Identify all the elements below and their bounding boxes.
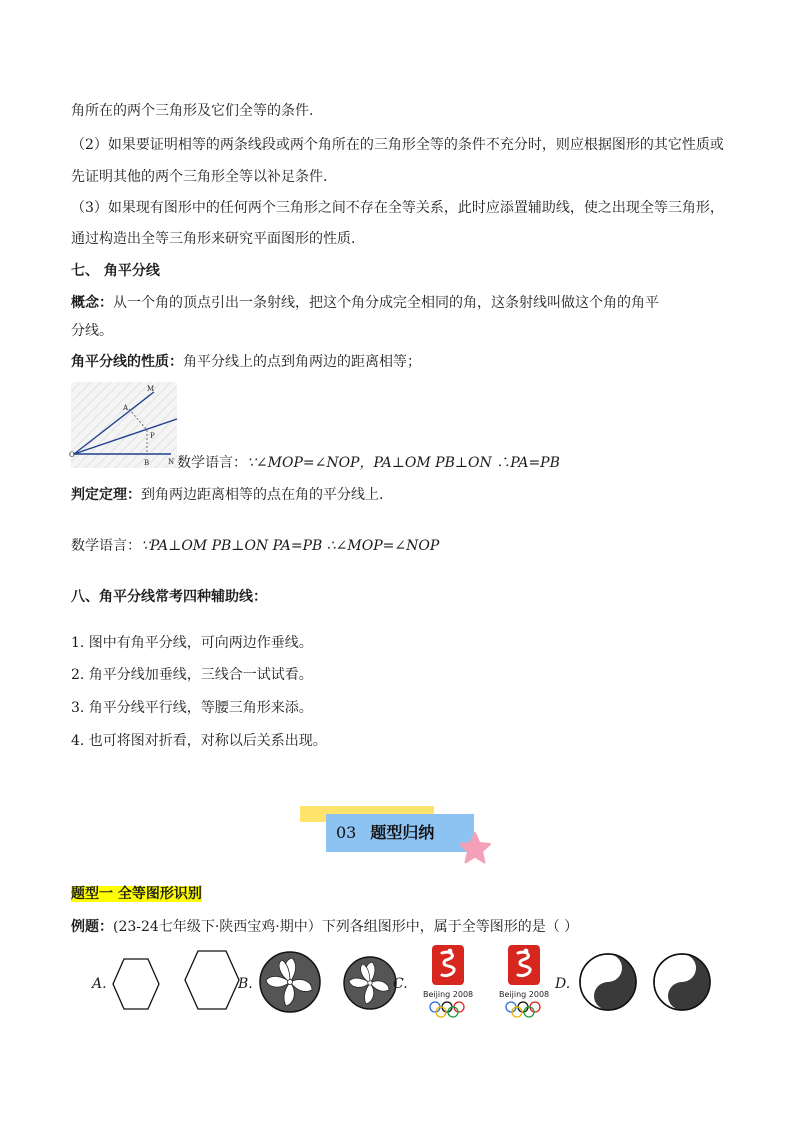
- math-language-1: [177, 453, 560, 473]
- example-line: [71, 917, 578, 937]
- bauhinia-emblem-small-icon: [342, 955, 398, 1011]
- label-A: A: [123, 404, 129, 412]
- bauhinia-emblem-large-icon: [258, 950, 322, 1014]
- property-label: 角平分线的性质：: [71, 354, 183, 370]
- example-text: (23-24七年级下·陕西宝鸡·期中）下列各组图形中，属于全等图形的是（ ）: [113, 919, 579, 935]
- math-lang2-statement: ∵PA⊥OM PB⊥ON PA=PB ∴∠MOP=∠NOP: [141, 538, 440, 554]
- hexagon-small-icon: [112, 957, 160, 1011]
- math-language-2: [71, 536, 439, 556]
- math-lang2-prefix: 数学语言：: [71, 538, 141, 554]
- option-c-label: C.: [393, 976, 408, 992]
- type1-tag-line: [71, 884, 202, 904]
- theorem-text: 到角两边距离相等的点在角的平分线上.: [141, 487, 384, 503]
- banner-number: 03: [336, 823, 357, 842]
- aux-line-item-1: 1. 图中有角平分线，可向两边作垂线。: [71, 635, 313, 651]
- option-a-label: A.: [92, 976, 107, 992]
- option-b-label: B.: [238, 976, 253, 992]
- intro-line-3: 先证明其他的两个三角形全等以补足条件.: [71, 169, 328, 185]
- star-icon: [458, 832, 492, 864]
- type1-tag: 题型一 全等图形识别: [71, 886, 202, 902]
- intro-line-4: （3）如果现有图形中的任何两个三角形之间不存在全等关系，此时应添置辅助线，使之出现全等三角形，: [71, 200, 724, 216]
- label-O: O: [69, 451, 75, 459]
- yin-yang-simple-icon: [578, 952, 638, 1012]
- math-lang1-prefix: 数学语言：: [177, 455, 247, 471]
- yin-yang-dotted-icon: [652, 952, 712, 1012]
- intro-line-2: （2）如果要证明相等的两条线段或两个角所在的三角形全等的条件不充分时，则应根据图形的其它性质或: [71, 137, 724, 153]
- label-M: M: [147, 385, 155, 393]
- angle-bisector-figure: [71, 382, 177, 468]
- section7-heading: 七、 角平分线: [71, 263, 160, 279]
- intro-line-5: 通过构造出全等三角形来研究平面图形的性质.: [71, 231, 356, 247]
- section8-heading: 八、角平分线常考四种辅助线：: [71, 589, 267, 605]
- aux-line-item-3: 3. 角平分线平行线，等腰三角形来添。: [71, 700, 313, 716]
- aux-line-item-2: 2. 角平分线加垂线，三线合一试试看。: [71, 667, 313, 683]
- math-lang1-statement: ∵∠MOP=∠NOP，PA⊥OM PB⊥ON ∴PA=PB: [247, 455, 560, 471]
- example-label: 例题：: [71, 919, 113, 935]
- property-line: [71, 352, 421, 372]
- theorem-label: 判定定理：: [71, 487, 141, 503]
- banner-title: [336, 822, 434, 844]
- concept-label: 概念：: [71, 295, 113, 311]
- hexagon-large-icon: [184, 949, 240, 1011]
- concept-line-1: [71, 293, 659, 313]
- label-B: B: [144, 459, 150, 467]
- option-d-label: D.: [555, 976, 571, 992]
- theorem-line: [71, 485, 383, 505]
- beijing-2008-logo-2-icon: [498, 943, 556, 1021]
- aux-line-item-4: 4. 也可将图对折看，对称以后关系出现。: [71, 733, 327, 749]
- property-text: 角平分线上的点到角两边的距离相等；: [183, 354, 421, 370]
- banner-label: 题型归纳: [370, 823, 435, 842]
- concept-line-2: 分线。: [71, 323, 113, 339]
- label-P: P: [150, 432, 155, 440]
- concept-text-1: 从一个角的顶点引出一条射线，把这个角分成完全相同的角，这条射线叫做这个角的角平: [113, 295, 659, 311]
- beijing-2008-logo-1-icon: [422, 943, 480, 1021]
- intro-line-1: 角所在的两个三角形及它们全等的条件.: [71, 103, 314, 119]
- label-N: N: [168, 458, 175, 466]
- beijing-text-2: Beijing 2008: [499, 990, 550, 999]
- beijing-text-1: Beijing 2008: [423, 990, 474, 999]
